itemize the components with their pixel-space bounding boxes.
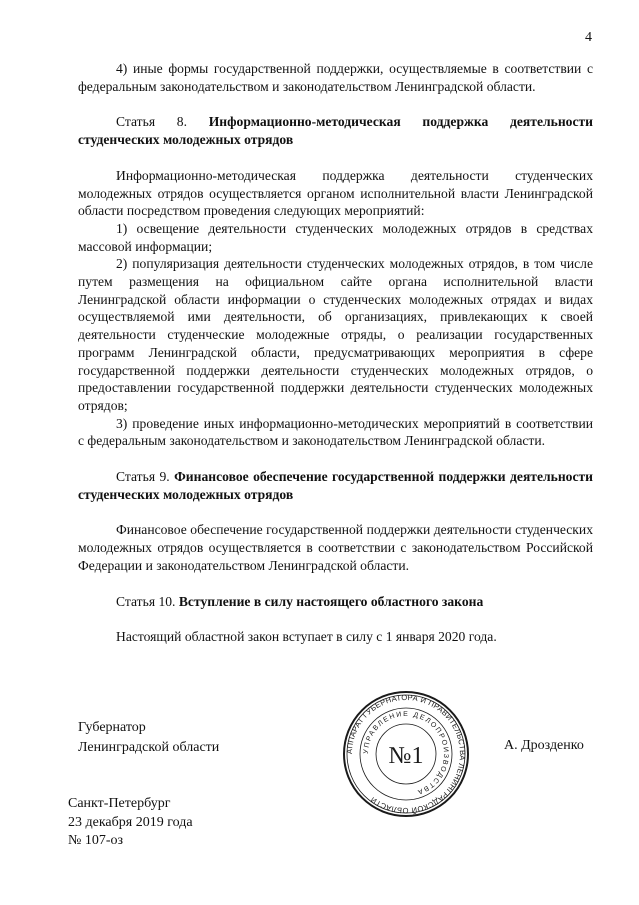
article-9-title: Финансовое обеспечение государственной поддержки деятельности студенческих молодежных отрядов <box>78 469 593 502</box>
article-9-number: Статья 9. <box>116 469 175 485</box>
page-number: 4 <box>585 30 592 45</box>
law-text <box>78 60 593 646</box>
document-city: Санкт-Петербург <box>68 796 171 811</box>
stamp-inner-text: УПРАВЛЕНИЕ ДЕЛОПРОИЗВОДСТВА <box>362 710 450 796</box>
document-number: № 107-оз <box>68 833 124 848</box>
paragraph-item-4: 4) иные формы государственной поддержки, осуществляемые в соответствии с федеральным законодательством и законодательством Ленинградской области. <box>78 61 593 94</box>
signatory-position <box>78 718 219 758</box>
article-8-intro: Информационно-методическая поддержка деятельности студенческих молодежных отрядов осуществляется органом исполнительной власти Ленинградской области посредством проведения следующих мероприятий: <box>78 167 593 219</box>
signatory-title: Губернатор <box>78 720 146 735</box>
article-10-title: Вступление в силу настоящего областного закона <box>178 593 484 609</box>
article-8-item-3: 3) проведение иных информационно-методических мероприятий в соответствии с федеральным законодательством и законодательством Ленинградской области. <box>78 415 593 449</box>
article-10-number: Статья 10. <box>116 593 179 609</box>
stamp-center-number: №1 <box>388 743 424 769</box>
article-9-text: Финансовое обеспечение государственной поддержки деятельности студенческих молодежных отрядов осуществляется в соответствии с законодательством Российской Федерации и законодательством Ленинградской области. <box>78 522 593 573</box>
stamp-outer-text: АППАРАТ ГУБЕРНАТОРА И ПРАВИТЕЛЬСТВА ЛЕНИНГРАДСКОЙ ОБЛАСТИ <box>344 692 468 816</box>
article-8-number: Статья 8. <box>116 114 209 130</box>
document-place-date <box>68 795 193 851</box>
signatory-region: Ленинградской области <box>78 740 220 755</box>
article-10-heading <box>78 593 593 611</box>
article-8-title: Информационно-методическая поддержка деятельности студенческих молодежных отрядов <box>78 114 593 148</box>
article-8-item-1: 1) освещение деятельности студенческих молодежных отрядов в средствах массовой информации; <box>78 220 593 254</box>
signatory-name: А. Дрозденко <box>504 738 584 753</box>
article-9-heading <box>78 468 593 503</box>
article-10-text: Настоящий областной закон вступает в силу с 1 января 2020 года. <box>116 629 497 645</box>
document-date: 23 декабря 2019 года <box>68 814 193 830</box>
official-seal-stamp <box>342 690 470 818</box>
article-8-item-2: 2) популяризация деятельности студенческих молодежных отрядов, в том числе путем размещения на официальном сайте органа исполнительной власти Ленинградской области информации о студенческих молодежных отрядах и видах осуществляемой ими деятельности, об организациях, привлекающих к своей деятельности студенческие молодежные отряды, о реализации государственных программ Ленинградской области, предусматривающих мероприятия в сфере государственной поддержки деятельности студенческих молодежных отрядов, о предоставлении государственной поддержки деятельности студенческих молодежных отрядов; <box>78 256 593 413</box>
article-8-heading <box>78 113 593 148</box>
